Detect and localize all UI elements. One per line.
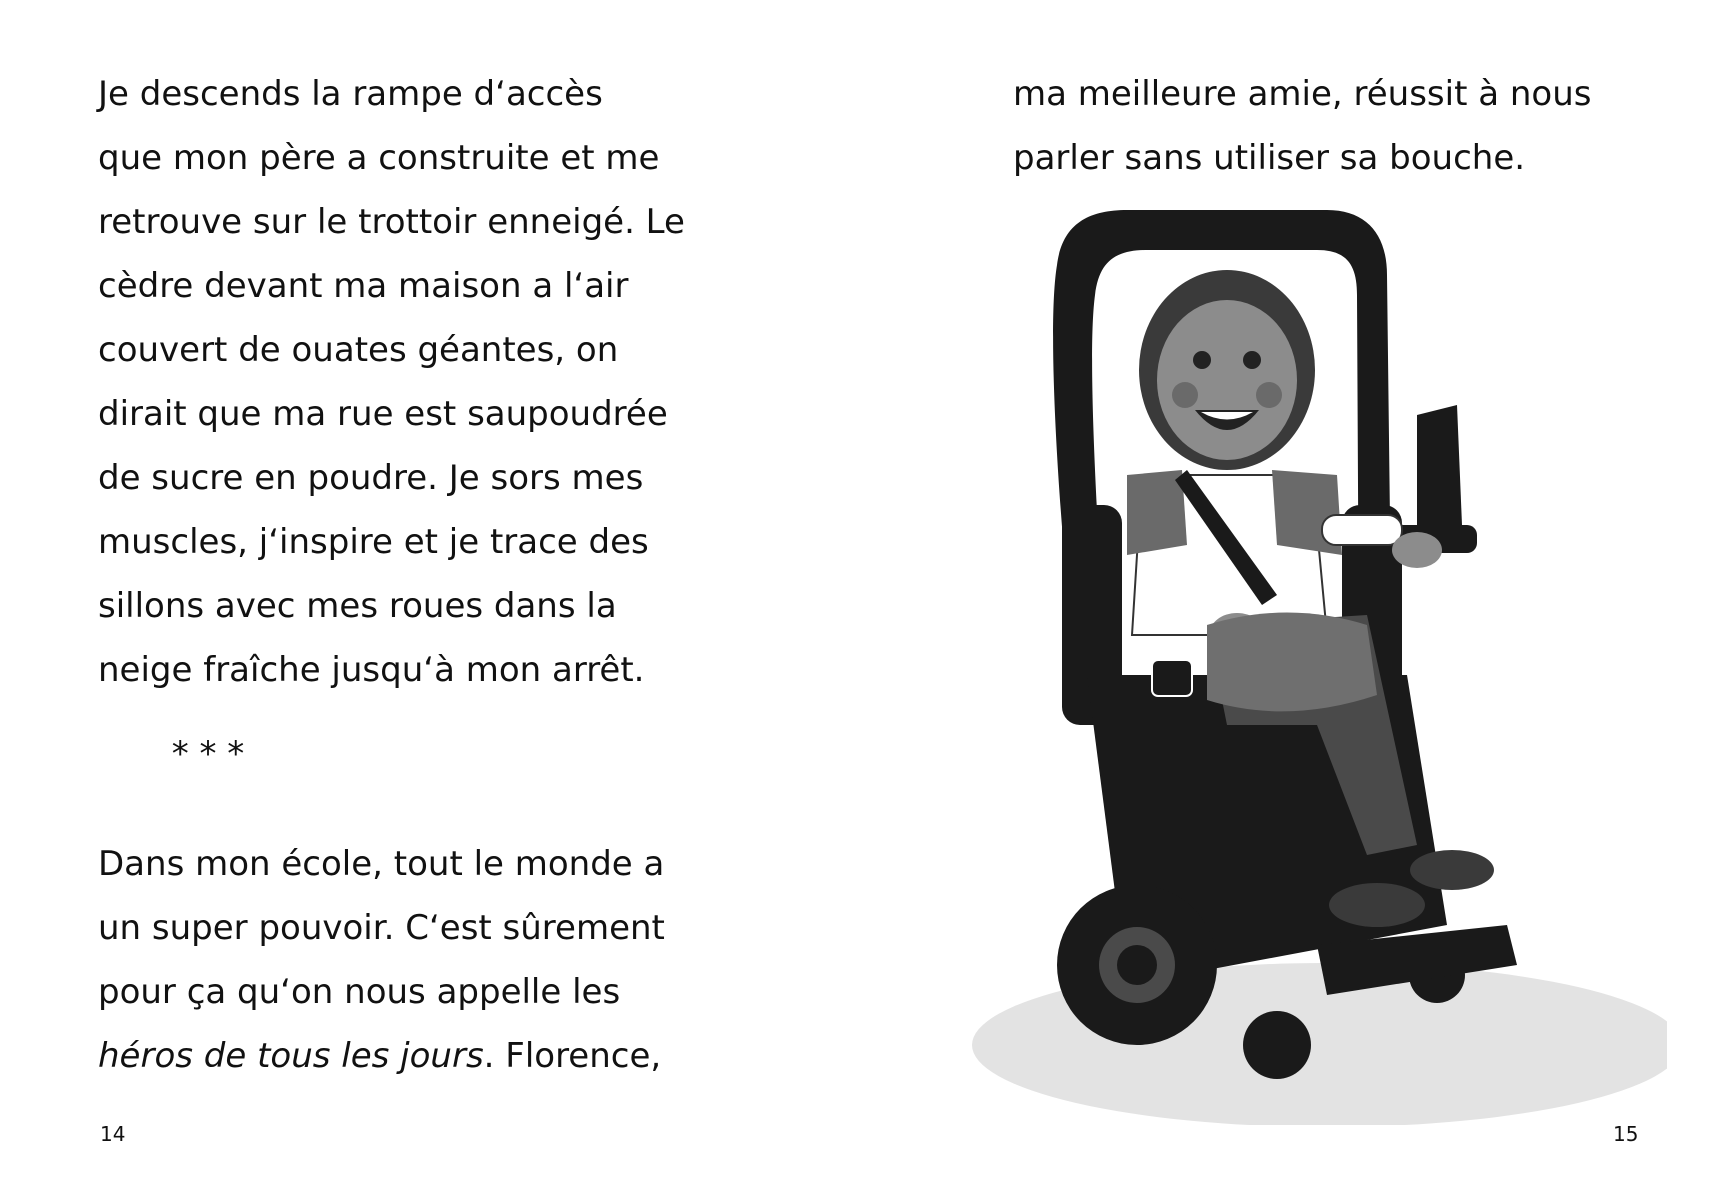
text-line: dirait que ma rue est saupoudrée [98,394,668,434]
text-line: un super pouvoir. C‘est sûrement [98,908,665,948]
text-line: pour ça qu‘on nous appelle les [98,972,621,1012]
page-number-right: 15 [1613,1122,1639,1146]
right-eye [1243,351,1261,369]
text-line: sillons avec mes roues dans la [98,586,617,626]
left-paragraph-2 [98,832,738,1088]
joystick-arm [1417,405,1462,535]
text-line: de sucre en poudre. Je sors mes [98,458,644,498]
lap [1207,613,1377,712]
text-line: parler sans utiliser sa bouche. [1013,138,1526,178]
control-panel [1152,660,1192,696]
right-page [857,0,1714,1200]
text-line: Dans mon école, tout le monde a [98,844,665,884]
text-line: neige fraîche jusqu‘à mon arrêt. [98,650,645,690]
right-paragraph [1013,62,1653,190]
right-shoe [1410,850,1494,890]
italic-phrase: héros de tous les jours [98,1036,484,1076]
page-number-left: 14 [100,1122,126,1146]
right-cheek [1256,382,1282,408]
front-caster [1243,1011,1311,1079]
section-separator: * * * [171,734,245,774]
left-eye [1193,351,1211,369]
text-line: que mon père a construite et me [98,138,660,178]
face [1157,300,1297,460]
text-line: cèdre devant ma maison a l‘air [98,266,629,306]
text-line: Je descends la rampe d‘accès [98,74,603,114]
text-line: ma meilleure amie, réussit à nous [1013,74,1592,114]
text-line [98,1024,738,1088]
rear-wheel-cap [1117,945,1157,985]
left-cheek [1172,382,1198,408]
right-hand [1392,532,1442,568]
wheelchair-girl-illustration [947,205,1667,1125]
right-arm [1322,515,1402,545]
text-fragment: . Florence, [483,1036,662,1076]
text-line: retrouve sur le trottoir enneigé. Le [98,202,685,242]
left-paragraph-1 [98,62,738,702]
text-line: couvert de ouates géantes, on [98,330,619,370]
text-line: muscles, j‘inspire et je trace des [98,522,649,562]
left-shoe [1329,883,1425,927]
